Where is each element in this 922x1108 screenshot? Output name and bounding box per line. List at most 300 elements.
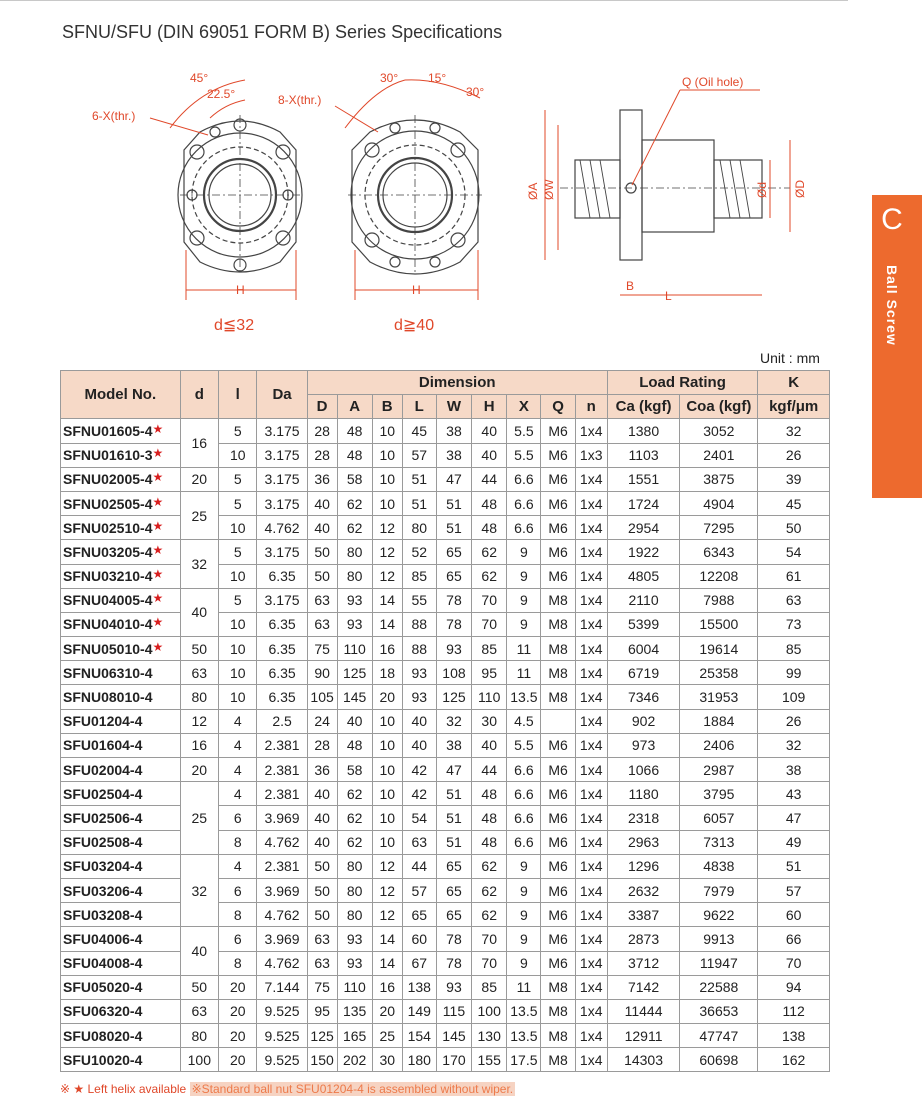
cell-model bbox=[61, 903, 181, 927]
left-helix-star-icon: ★ bbox=[152, 591, 164, 606]
cell-dim: 10 bbox=[372, 806, 402, 830]
cell-k: 94 bbox=[758, 975, 830, 999]
cell-coa: 6057 bbox=[680, 806, 758, 830]
cell-k: 112 bbox=[758, 999, 830, 1023]
cell-dim: M8 bbox=[541, 975, 575, 999]
x-label-mid: 8-X(thr.) bbox=[278, 93, 322, 107]
cell-ca: 2873 bbox=[607, 927, 680, 951]
cell-dim: 13.5 bbox=[507, 1024, 541, 1048]
cell-dim: M6 bbox=[541, 854, 575, 878]
cell-dim: 14 bbox=[372, 612, 402, 636]
cell-l: 4 bbox=[219, 758, 257, 782]
cell-dim: 47 bbox=[436, 467, 471, 491]
cell-dim: M6 bbox=[541, 467, 575, 491]
th-model: Model No. bbox=[61, 371, 181, 419]
cell-dim bbox=[541, 709, 575, 733]
cell-d: 80 bbox=[180, 685, 218, 709]
th-k: K bbox=[758, 371, 830, 395]
th-da: Da bbox=[257, 371, 307, 419]
cell-da: 3.969 bbox=[257, 927, 307, 951]
cell-k: 99 bbox=[758, 661, 830, 685]
cell-dim: 62 bbox=[337, 830, 372, 854]
cell-dim: 93 bbox=[402, 685, 436, 709]
cell-dim: 44 bbox=[472, 467, 507, 491]
cell-coa: 1884 bbox=[680, 709, 758, 733]
cell-dim: 5.5 bbox=[507, 733, 541, 757]
cell-coa: 60698 bbox=[680, 1048, 758, 1072]
cell-dim: M8 bbox=[541, 661, 575, 685]
cell-ca: 973 bbox=[607, 733, 680, 757]
cell-dim: 65 bbox=[436, 564, 471, 588]
cell-dim: 1x4 bbox=[575, 661, 607, 685]
cell-da: 3.175 bbox=[257, 443, 307, 467]
th-dim: A bbox=[337, 395, 372, 419]
cell-dim: 65 bbox=[436, 854, 471, 878]
h-mid: H bbox=[412, 283, 421, 297]
cell-d: 100 bbox=[180, 1048, 218, 1072]
cell-dim: 48 bbox=[337, 443, 372, 467]
cell-l: 20 bbox=[219, 975, 257, 999]
cell-d: 50 bbox=[180, 975, 218, 999]
cell-da: 2.381 bbox=[257, 782, 307, 806]
cell-dim: 1x4 bbox=[575, 709, 607, 733]
model-number: SFU04008-4 bbox=[63, 955, 143, 972]
cell-dim: 12 bbox=[372, 516, 402, 540]
left-helix-star-icon: ★ bbox=[152, 494, 164, 509]
cell-ca: 4805 bbox=[607, 564, 680, 588]
cell-d: 25 bbox=[180, 491, 218, 539]
cell-dim: 40 bbox=[402, 733, 436, 757]
cell-coa: 25358 bbox=[680, 661, 758, 685]
cell-dim: M6 bbox=[541, 806, 575, 830]
a-label: ØA bbox=[526, 182, 540, 200]
model-number: SFU02508-4 bbox=[63, 834, 143, 851]
cell-l: 5 bbox=[219, 588, 257, 612]
cell-dim: 95 bbox=[307, 999, 337, 1023]
cell-dim: 10 bbox=[372, 443, 402, 467]
cell-dim: M8 bbox=[541, 1024, 575, 1048]
footnote-left-helix: Left helix available bbox=[87, 1082, 187, 1096]
cell-dim: 1x4 bbox=[575, 975, 607, 999]
table-row bbox=[61, 782, 830, 806]
table-row bbox=[61, 637, 830, 661]
model-number: SFU06320-4 bbox=[63, 1003, 143, 1020]
cell-dim: M8 bbox=[541, 588, 575, 612]
th-dim: B bbox=[372, 395, 402, 419]
cell-d: 32 bbox=[180, 540, 218, 588]
model-number: SFU02004-4 bbox=[63, 761, 143, 778]
flange-left-drawing bbox=[178, 115, 302, 275]
cell-d: 50 bbox=[180, 637, 218, 661]
cell-dim: 12 bbox=[372, 564, 402, 588]
footnote-symbols: ※ ★ bbox=[60, 1082, 85, 1096]
cell-dim: 40 bbox=[472, 443, 507, 467]
cell-dim: 1x4 bbox=[575, 516, 607, 540]
cell-dim: 38 bbox=[436, 443, 471, 467]
cell-dim: 62 bbox=[337, 491, 372, 515]
cell-dim: 51 bbox=[436, 782, 471, 806]
cell-dim: 135 bbox=[337, 999, 372, 1023]
cell-da: 9.525 bbox=[257, 1024, 307, 1048]
th-dim: W bbox=[436, 395, 471, 419]
cell-d: 16 bbox=[180, 419, 218, 467]
cell-k: 73 bbox=[758, 612, 830, 636]
cell-model bbox=[61, 951, 181, 975]
cell-d: 25 bbox=[180, 782, 218, 855]
cell-k: 63 bbox=[758, 588, 830, 612]
cell-da: 3.175 bbox=[257, 467, 307, 491]
model-number: SFU10020-4 bbox=[63, 1051, 143, 1068]
cell-dim: M6 bbox=[541, 733, 575, 757]
cell-dim: 54 bbox=[402, 806, 436, 830]
cell-l: 10 bbox=[219, 685, 257, 709]
cell-dim: 63 bbox=[307, 612, 337, 636]
cell-dim: 1x4 bbox=[575, 685, 607, 709]
th-dim: H bbox=[472, 395, 507, 419]
cell-model bbox=[61, 612, 181, 636]
cell-dim: 40 bbox=[307, 491, 337, 515]
cell-dim: 50 bbox=[307, 854, 337, 878]
cell-dim: 75 bbox=[307, 637, 337, 661]
table-row bbox=[61, 467, 830, 491]
cell-l: 5 bbox=[219, 491, 257, 515]
cell-dim: M6 bbox=[541, 830, 575, 854]
cell-dim: 12 bbox=[372, 854, 402, 878]
cell-da: 4.762 bbox=[257, 830, 307, 854]
cell-dim: 65 bbox=[402, 903, 436, 927]
cell-model bbox=[61, 661, 181, 685]
model-number: SFU03206-4 bbox=[63, 882, 143, 899]
cell-model bbox=[61, 637, 181, 661]
cell-dim: 58 bbox=[337, 467, 372, 491]
cell-dim: 30 bbox=[472, 709, 507, 733]
cell-ca: 1296 bbox=[607, 854, 680, 878]
cell-dim: 180 bbox=[402, 1048, 436, 1072]
model-number: SFNU04005-4 bbox=[63, 592, 153, 609]
cell-dim: 145 bbox=[337, 685, 372, 709]
cell-dim: 62 bbox=[472, 564, 507, 588]
cell-dim: M8 bbox=[541, 1048, 575, 1072]
cell-dim: 165 bbox=[337, 1024, 372, 1048]
cell-l: 8 bbox=[219, 903, 257, 927]
cell-dim: 10 bbox=[372, 733, 402, 757]
cell-model bbox=[61, 709, 181, 733]
model-number: SFNU01605-4 bbox=[63, 422, 153, 439]
cell-k: 43 bbox=[758, 782, 830, 806]
cell-dim: 40 bbox=[337, 709, 372, 733]
cell-dim: 1x4 bbox=[575, 540, 607, 564]
cell-model bbox=[61, 975, 181, 999]
cell-dim: 1x4 bbox=[575, 1024, 607, 1048]
cell-dim: 5.5 bbox=[507, 419, 541, 443]
cell-dim: 52 bbox=[402, 540, 436, 564]
model-number: SFNU01610-3 bbox=[63, 447, 153, 464]
cell-dim: 50 bbox=[307, 878, 337, 902]
th-dim: n bbox=[575, 395, 607, 419]
cell-dim: 1x4 bbox=[575, 588, 607, 612]
cell-dim: 10 bbox=[372, 758, 402, 782]
cell-model bbox=[61, 419, 181, 443]
section-letter: C bbox=[881, 203, 903, 236]
model-number: SFU04006-4 bbox=[63, 930, 143, 947]
cell-dim: M6 bbox=[541, 564, 575, 588]
model-number: SFNU03210-4 bbox=[63, 568, 153, 585]
cell-l: 10 bbox=[219, 637, 257, 661]
cell-dim: 55 bbox=[402, 588, 436, 612]
cell-dim: 95 bbox=[472, 661, 507, 685]
cell-dim: 154 bbox=[402, 1024, 436, 1048]
cell-dim: 40 bbox=[307, 830, 337, 854]
angle-22: 22.5° bbox=[207, 87, 236, 101]
left-helix-star-icon: ★ bbox=[152, 421, 164, 436]
cell-k: 60 bbox=[758, 903, 830, 927]
cell-dim: 65 bbox=[436, 540, 471, 564]
cell-da: 4.762 bbox=[257, 903, 307, 927]
cell-dim: 62 bbox=[472, 854, 507, 878]
cell-dim: 65 bbox=[436, 903, 471, 927]
cell-dim: 105 bbox=[307, 685, 337, 709]
cell-l: 4 bbox=[219, 854, 257, 878]
cell-k: 26 bbox=[758, 443, 830, 467]
cell-dim: M6 bbox=[541, 951, 575, 975]
cell-dim: M6 bbox=[541, 540, 575, 564]
left-helix-star-icon: ★ bbox=[152, 639, 164, 654]
table-row bbox=[61, 564, 830, 588]
cell-dim: 44 bbox=[472, 758, 507, 782]
cell-ca: 1380 bbox=[607, 419, 680, 443]
table-row bbox=[61, 830, 830, 854]
flange-mid-drawing bbox=[348, 115, 482, 275]
cell-ca: 3387 bbox=[607, 903, 680, 927]
cell-dim: 78 bbox=[436, 927, 471, 951]
cell-coa: 6343 bbox=[680, 540, 758, 564]
cell-dim: M6 bbox=[541, 878, 575, 902]
cell-dim: 62 bbox=[472, 540, 507, 564]
q-label: Q (Oil hole) bbox=[682, 75, 744, 89]
cell-dim: 40 bbox=[402, 709, 436, 733]
cell-l: 5 bbox=[219, 467, 257, 491]
cell-dim: 11 bbox=[507, 975, 541, 999]
model-number: SFU01604-4 bbox=[63, 737, 143, 754]
cell-dim: 24 bbox=[307, 709, 337, 733]
cell-da: 6.35 bbox=[257, 637, 307, 661]
cell-ca: 5399 bbox=[607, 612, 680, 636]
cell-k: 26 bbox=[758, 709, 830, 733]
cell-da: 7.144 bbox=[257, 975, 307, 999]
th-dimension: Dimension bbox=[307, 371, 607, 395]
cell-dim: 110 bbox=[337, 637, 372, 661]
model-number: SFU08020-4 bbox=[63, 1027, 143, 1044]
cell-k: 32 bbox=[758, 419, 830, 443]
cell-dim: 125 bbox=[436, 685, 471, 709]
model-number: SFNU03205-4 bbox=[63, 543, 153, 560]
table-row bbox=[61, 685, 830, 709]
cell-l: 10 bbox=[219, 516, 257, 540]
cell-dim: 57 bbox=[402, 443, 436, 467]
cell-dim: 1x4 bbox=[575, 878, 607, 902]
cell-coa: 31953 bbox=[680, 685, 758, 709]
cell-dim: M6 bbox=[541, 782, 575, 806]
cell-dim: 110 bbox=[337, 975, 372, 999]
cell-dim: 70 bbox=[472, 588, 507, 612]
cell-l: 20 bbox=[219, 1048, 257, 1072]
cell-dim: 202 bbox=[337, 1048, 372, 1072]
cell-dim: 9 bbox=[507, 854, 541, 878]
cell-coa: 7313 bbox=[680, 830, 758, 854]
cell-model bbox=[61, 878, 181, 902]
cell-dim: 93 bbox=[337, 588, 372, 612]
model-number: SFNU06310-4 bbox=[63, 664, 153, 681]
cell-dim: 93 bbox=[436, 975, 471, 999]
cell-dim: 9 bbox=[507, 612, 541, 636]
cell-dim: 85 bbox=[472, 637, 507, 661]
cell-model bbox=[61, 1024, 181, 1048]
cell-dim: 1x4 bbox=[575, 782, 607, 806]
footnote bbox=[60, 1082, 515, 1096]
cell-dim: 28 bbox=[307, 419, 337, 443]
cell-coa: 11947 bbox=[680, 951, 758, 975]
cell-ca: 2632 bbox=[607, 878, 680, 902]
table-row bbox=[61, 540, 830, 564]
cell-d: 32 bbox=[180, 854, 218, 927]
th-l: l bbox=[219, 371, 257, 419]
cell-dim: 67 bbox=[402, 951, 436, 975]
cell-dim: 40 bbox=[307, 516, 337, 540]
cell-coa: 12208 bbox=[680, 564, 758, 588]
cell-dim: 11 bbox=[507, 661, 541, 685]
cell-dim: 51 bbox=[436, 516, 471, 540]
cell-dim: 62 bbox=[337, 806, 372, 830]
cell-dim: 88 bbox=[402, 637, 436, 661]
cell-dim: 40 bbox=[472, 419, 507, 443]
cell-dim: 51 bbox=[402, 467, 436, 491]
cell-dim: 63 bbox=[402, 830, 436, 854]
cell-dim: 50 bbox=[307, 564, 337, 588]
cell-ca: 12911 bbox=[607, 1024, 680, 1048]
cell-dim: 6.6 bbox=[507, 516, 541, 540]
nut-diagram bbox=[0, 55, 922, 345]
cell-dim: 1x4 bbox=[575, 491, 607, 515]
cell-dim: 1x4 bbox=[575, 951, 607, 975]
th-dim: X bbox=[507, 395, 541, 419]
cell-dim: 9 bbox=[507, 588, 541, 612]
cell-k: 54 bbox=[758, 540, 830, 564]
cell-dim: 138 bbox=[402, 975, 436, 999]
cell-ca: 2963 bbox=[607, 830, 680, 854]
cell-dim: 36 bbox=[307, 467, 337, 491]
cell-k: 49 bbox=[758, 830, 830, 854]
table-row bbox=[61, 419, 830, 443]
cell-da: 3.175 bbox=[257, 588, 307, 612]
cell-coa: 3795 bbox=[680, 782, 758, 806]
cell-ca: 6004 bbox=[607, 637, 680, 661]
cell-dim: M6 bbox=[541, 903, 575, 927]
cell-l: 10 bbox=[219, 443, 257, 467]
cell-dim: 1x4 bbox=[575, 854, 607, 878]
cell-dim: 10 bbox=[372, 491, 402, 515]
cell-dim: 63 bbox=[307, 951, 337, 975]
table-row bbox=[61, 588, 830, 612]
table-row bbox=[61, 443, 830, 467]
cell-da: 6.35 bbox=[257, 685, 307, 709]
th-k-unit: kgf/μm bbox=[758, 395, 830, 419]
cell-dim: 45 bbox=[402, 419, 436, 443]
cell-k: 47 bbox=[758, 806, 830, 830]
cell-dim: 155 bbox=[472, 1048, 507, 1072]
cell-dim: 85 bbox=[402, 564, 436, 588]
cell-coa: 2987 bbox=[680, 758, 758, 782]
cell-dim: 9 bbox=[507, 540, 541, 564]
cell-coa: 19614 bbox=[680, 637, 758, 661]
cell-dim: 149 bbox=[402, 999, 436, 1023]
cell-dim: 70 bbox=[472, 927, 507, 951]
cell-dim: 48 bbox=[337, 419, 372, 443]
cell-da: 2.5 bbox=[257, 709, 307, 733]
table-row bbox=[61, 709, 830, 733]
cell-model bbox=[61, 516, 181, 540]
cell-dim: 58 bbox=[337, 758, 372, 782]
cell-dim: 17.5 bbox=[507, 1048, 541, 1072]
cell-coa: 3875 bbox=[680, 467, 758, 491]
table-row bbox=[61, 999, 830, 1023]
cell-da: 9.525 bbox=[257, 999, 307, 1023]
cell-ca: 11444 bbox=[607, 999, 680, 1023]
cell-model bbox=[61, 564, 181, 588]
left-helix-star-icon: ★ bbox=[152, 518, 164, 533]
cell-dim: 1x4 bbox=[575, 637, 607, 661]
model-number: SFNU04010-4 bbox=[63, 616, 153, 633]
cell-da: 6.35 bbox=[257, 661, 307, 685]
table-row bbox=[61, 1048, 830, 1072]
cell-k: 45 bbox=[758, 491, 830, 515]
cell-dim: 6.6 bbox=[507, 491, 541, 515]
cell-dim: M6 bbox=[541, 443, 575, 467]
cell-dim: M8 bbox=[541, 637, 575, 661]
cell-dim: 38 bbox=[436, 419, 471, 443]
unit-label: Unit : mm bbox=[760, 350, 820, 366]
cell-dim: 6.6 bbox=[507, 806, 541, 830]
cell-dim: 1x4 bbox=[575, 467, 607, 491]
cell-dim: 48 bbox=[472, 516, 507, 540]
cell-k: 61 bbox=[758, 564, 830, 588]
cell-k: 32 bbox=[758, 733, 830, 757]
cell-dim: 80 bbox=[337, 540, 372, 564]
cell-l: 5 bbox=[219, 419, 257, 443]
section-tab[interactable] bbox=[872, 195, 922, 498]
cell-dim: 48 bbox=[472, 806, 507, 830]
cell-dim: 85 bbox=[472, 975, 507, 999]
cell-coa: 7988 bbox=[680, 588, 758, 612]
cell-l: 6 bbox=[219, 878, 257, 902]
table-row bbox=[61, 733, 830, 757]
left-helix-star-icon: ★ bbox=[152, 567, 164, 582]
cell-dim: 5.5 bbox=[507, 443, 541, 467]
caption-mid: d≧40 bbox=[394, 317, 435, 334]
model-number: SFNU02005-4 bbox=[63, 471, 153, 488]
cell-l: 8 bbox=[219, 830, 257, 854]
cell-dim: 78 bbox=[436, 612, 471, 636]
page-title: SFNU/SFU (DIN 69051 FORM B) Series Specifications bbox=[62, 22, 503, 42]
l-label: L bbox=[665, 289, 672, 303]
cell-l: 8 bbox=[219, 951, 257, 975]
cell-dim: 150 bbox=[307, 1048, 337, 1072]
cell-d: 40 bbox=[180, 927, 218, 975]
cell-dim: 88 bbox=[402, 612, 436, 636]
cell-dim: 30 bbox=[372, 1048, 402, 1072]
cell-coa: 9913 bbox=[680, 927, 758, 951]
cell-dim: 6.6 bbox=[507, 830, 541, 854]
cell-model bbox=[61, 1048, 181, 1072]
